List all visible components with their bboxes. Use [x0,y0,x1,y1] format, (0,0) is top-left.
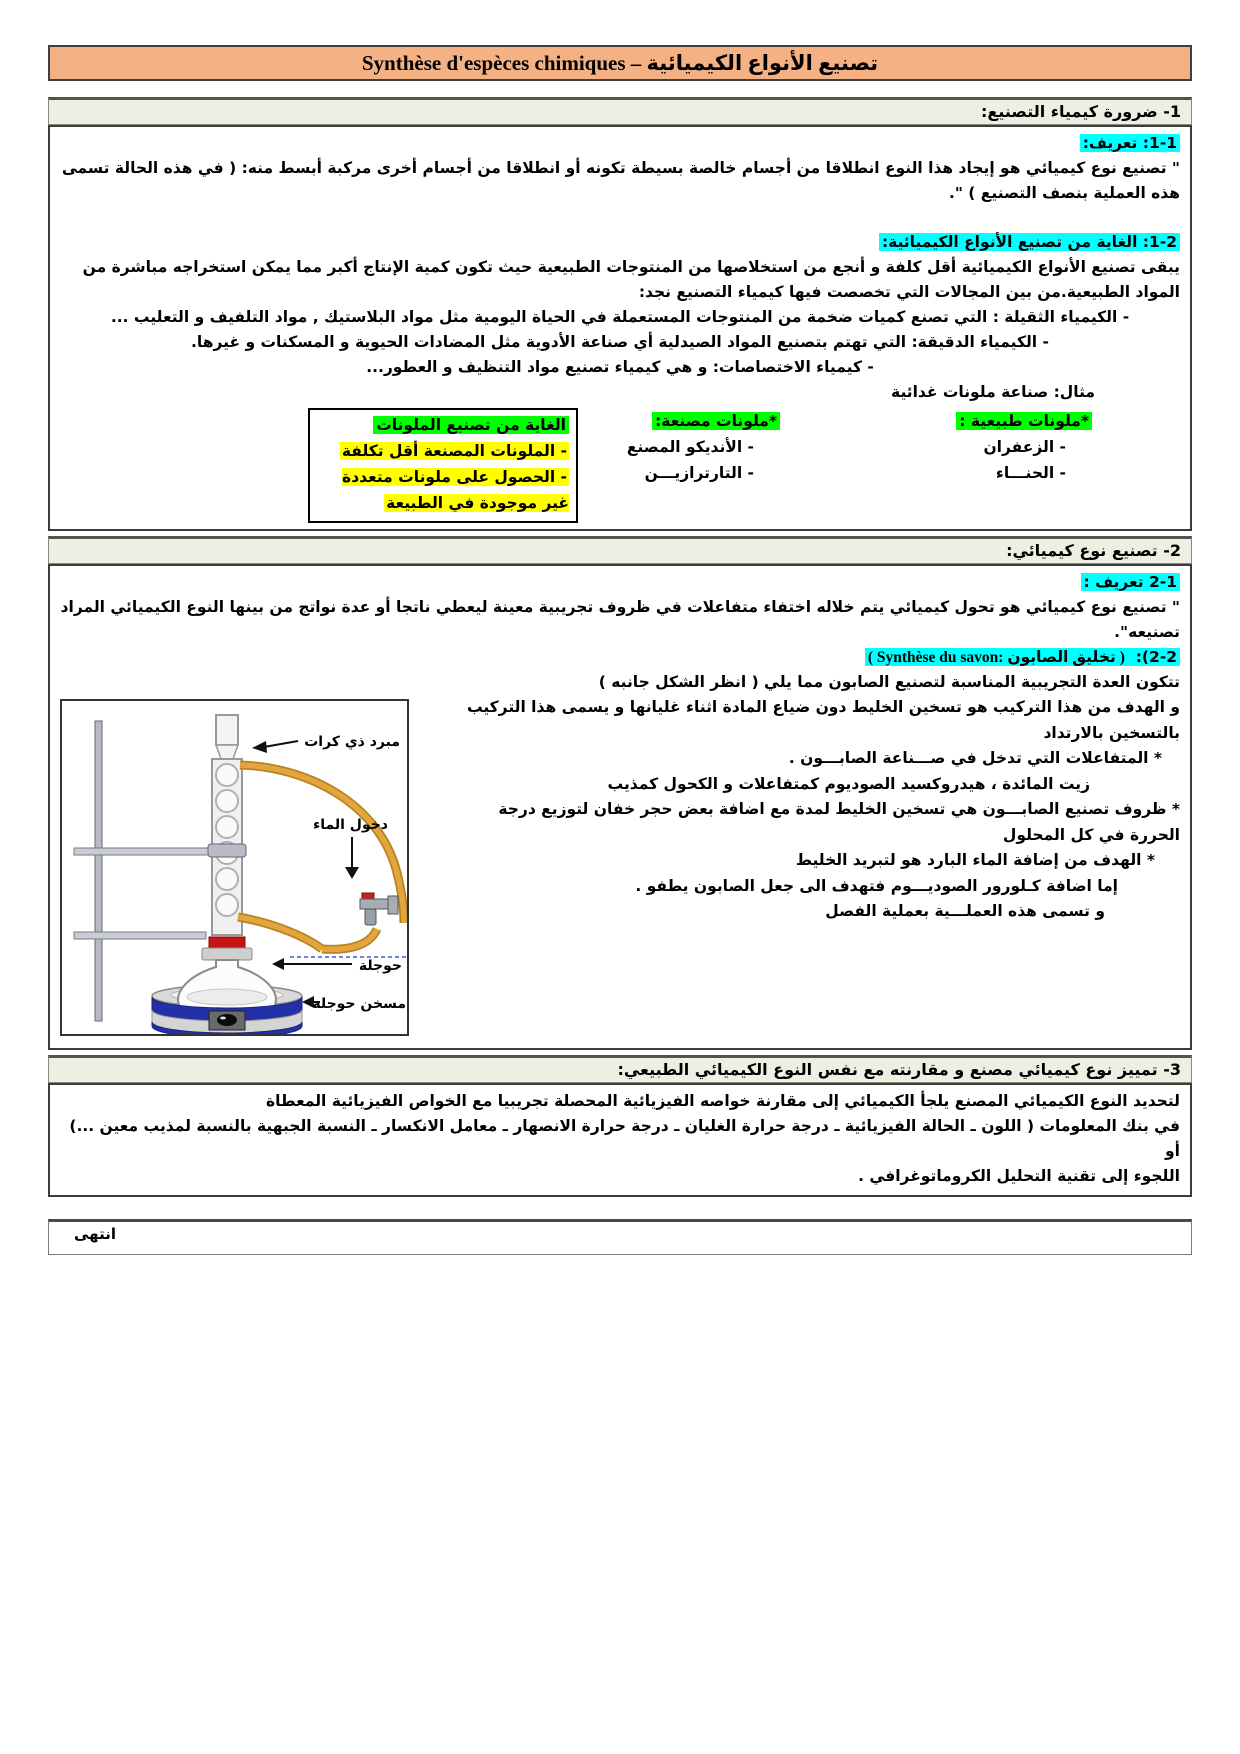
faucet [360,893,398,925]
section1-heading: 1- ضرورة كيمياء التصنيع: [981,102,1181,121]
natural-colorant-item: - الزعفران [983,438,1066,456]
soap-synthesis-heading [865,648,1180,666]
synthetic-colorant-item: - الأنديكو المصنع [626,438,754,456]
chemistry-domain-item: - الكيمياء الدقيقة: التي تهتم بتصنيع المواد الصيدلية أي صناعة الأدوية مثل المضادات الحيوية و المسكنات و غيرها. [191,333,1049,351]
ball-condenser [202,715,252,960]
soap-heading-number: 2-2): [1135,648,1177,666]
section2-definition-line2: تصنيعه". [1114,623,1180,641]
section3-line: لتحديد النوع الكيميائي المصنع يلجأ الكيميائي إلى مقارنة خواصه الفيزيائية المحصلة تجريبيا مع الخواص الفيزيائية المعطاة [266,1092,1180,1110]
reflux-apparatus-figure [60,699,409,1036]
note-line: * الهدف من إضافة الماء البارد هو لتبريد الخليط [795,851,1155,869]
heater-knob [217,1014,237,1026]
section1-definition-label-line [60,131,1180,156]
section3-line: في بنك المعلومات ( اللون ـ الحالة الفيزيائية ـ درجة حرارة الغليان ـ درجة حرارة الانصهار ـ معامل الانكسار ـ النسبة الجبهية بالنسبة لمذيب معين ...) أو [69,1117,1180,1160]
note-line: و الهدف من هذا التركيب هو تسخين الخليط دون ضياع المادة اثناء غليانها و يسمى هذا التركيب [466,698,1180,716]
section1-definition-label: 1-1: تعريف: [1080,134,1180,152]
colorants-comparison [60,408,1180,523]
section3-header-bar [48,1055,1192,1083]
section2-definition-label: 2-1 تعريف : [1081,573,1181,591]
chemistry-domain-item: - كيمياء الاختصاصات: و هي كيمياء تصنيع مواد التنظيف و العطور... [366,358,874,376]
section2-box [48,564,1192,1050]
natural-colorants-header: *ملونات طبيعية : [956,412,1092,430]
section1-goal-line2: المواد الطبيعية.من بين المجالات التي تخصصت فيها كيمياء التصنيع نجد: [638,283,1180,301]
synthetic-colorants-column [590,408,780,486]
note-line: * المتفاعلات التي تدخل في صـــناعة الصابـــون . [788,749,1162,767]
note-line: زيت المائدة ، هيدروكسيد الصوديوم كمتفاعلات و الكحول كمذيب [607,774,1090,793]
section1-header-bar [48,97,1192,125]
section1-goal-label-line [60,230,1180,255]
section2-definition-line1: " تصنيع نوع كيميائي هو تحول كيميائي يتم خلاله اختفاء متفاعلات في ظروف تجريبية معينة ليعطي ناتجا أو عدة نواتج من بينها النوع الكيميائي المراد [60,598,1180,616]
red-connector [209,937,245,948]
synthetic-colorant-item: - التارترازيـــن [644,464,754,482]
section2-heading: 2- تصنيع نوع كيميائي: [1006,541,1181,560]
colorants-purpose-box [308,408,578,523]
natural-colorants-header-line [920,408,1092,434]
example-label: مثال: صناعة ملونات غدائية [891,383,1095,401]
collar [202,948,252,960]
colorants-purpose-item: - الحصول على ملونات متعددة غير موجودة في الطبيعة [342,468,569,512]
section2-header-bar [48,536,1192,564]
natural-colorants-column [920,408,1092,486]
flask-label-group [272,958,402,974]
heater-label: مسخن حوجلة [312,996,406,1012]
soap-intro-line: تتكون العدة التجريبية المناسبة لتصنيع الصابون مما يلي ( انظر الشكل جانبه ) [598,673,1180,691]
soap-heading-title: ( Synthèse du savon: تخليق الصابون ) [867,649,1125,666]
water-inlet-label-group [313,817,388,879]
section1-box [48,125,1192,531]
colorants-purpose-item: - الملونات المصنعة أقل تكلفة [341,442,567,460]
note-line: بالتسخين بالارتداد [1043,723,1180,742]
natural-colorant-item: - الحنـــاء [995,464,1066,482]
water-inlet-label: دخول الماء [313,817,388,833]
section2-definition-label-line [60,570,1180,595]
end-label: انتهى [74,1225,116,1243]
section3-heading: 3- تمييز نوع كيميائي مصنع و مقارنته مع نفس النوع الكيميائي الطبيعي: [617,1060,1181,1079]
note-line: إما اضافة كـلورور الصوديـــوم فتهدف الى جعل الصابون يطفو . [635,876,1118,895]
document-title: تصنيع الأنواع الكيميائية – Synthèse d'espèces chimiques [361,50,879,75]
soap-synthesis-heading-line [60,645,1180,670]
section3-box [48,1083,1192,1197]
condenser-label-group [252,734,400,753]
clamp [208,844,246,857]
colorants-purpose-header-line [317,412,569,438]
flask-label: حوجلة [358,958,402,974]
section3-line: اللجوء إلى تقنية التحليل الكروماتوغرافي . [858,1167,1180,1185]
note-line: الحررة في كل المحلول [1002,825,1180,844]
chemistry-domain-item: - الكيمياء الثقيلة : التي تصنع كميات ضخمة من المنتوجات المستعملة في الحياة اليومية مثل مواد البلاستيك , مواد التلفيف و التعليب ... [110,308,1130,326]
heater-label-group [302,996,406,1012]
end-bar [48,1219,1192,1255]
section1-goal-label: 1-2: الغاية من تصنيع الأنواع الكيميائية: [879,233,1180,251]
colorants-purpose-header: الغاية من تصنيع الملونات [373,416,569,434]
water-tubes [238,765,404,949]
condenser-label: مبرد ذي كرات [304,734,400,750]
note-line: * ظروف تصنيع الصابـــون هي تسخين الخليط لمدة مع اضافة بعض حجر خفان لتوزيع درجة [498,800,1180,818]
section1-definition-line2: هذه العملية بنصف التصنيع ) ". [948,184,1180,202]
spacer [60,206,1180,230]
synthetic-colorants-header: *ملونات مصنعة: [652,412,780,430]
document-title-bar [48,45,1192,81]
section1-definition-line1: " تصنيع نوع كيميائي هو إيجاد هذا النوع انطلاقا من أجسام خالصة بسيطة تكونه أو انطلاقا من أجسام أخرى مركبة أبسط منه: ( في هذه الحالة تسمى [61,159,1180,177]
note-line: و تسمى هذه العملـــية بعملية الفصل [825,902,1105,920]
synthetic-colorants-header-line [590,408,780,434]
section1-goal-line1: يبقى تصنيع الأنواع الكيميائية أقل كلفة و أنجع من استخلاصها من المنتوجات الطبيعية حيث تكون كمية الإنتاج أكبر مما يمكن استخراجه مباشرة من [82,258,1180,276]
